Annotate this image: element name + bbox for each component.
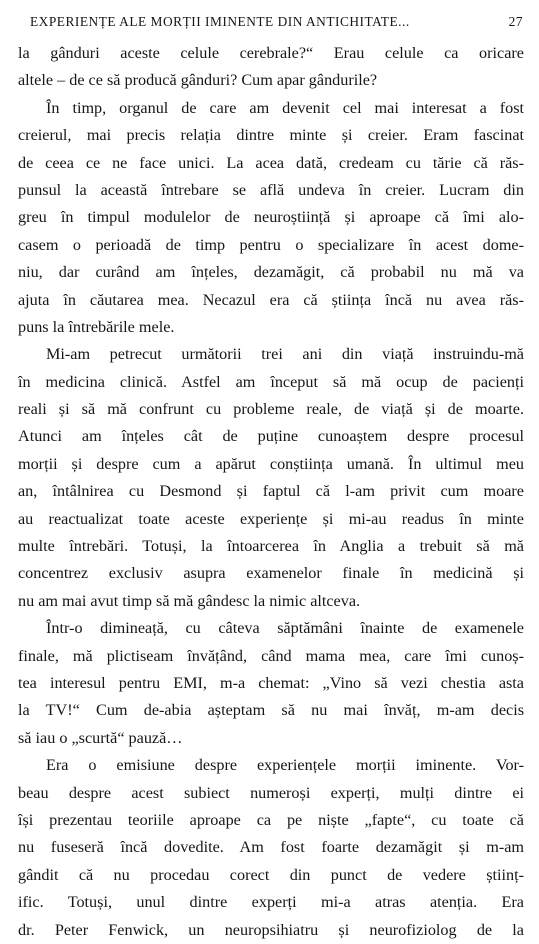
text-line: ajuta în căutarea mea. Necazul era că știința încă nu avea răs- bbox=[18, 290, 524, 309]
text-line: nu am mai avut timp să mă gândesc la nimic altceva. bbox=[18, 591, 361, 610]
page-number: 27 bbox=[508, 14, 523, 29]
text-line: la gânduri aceste celule cerebrale?“ Erau celule ca oricare bbox=[18, 44, 524, 62]
text-line: Atunci am înțeles cât de puține cunoaștem despre procesul bbox=[18, 427, 524, 446]
text-line: casem o perioadă de timp pentru o specializare în acest dome- bbox=[18, 235, 524, 254]
text-line: an, întâlnirea cu Desmond și faptul că l-am privit cum moare bbox=[18, 482, 524, 501]
text-line: își prezentau teoriile aproape ca pe niște „fapte“, cu toate că bbox=[18, 810, 524, 829]
text-line: de ceea ce ne face unici. La acea dată, credeam cu tărie că răs- bbox=[18, 153, 524, 172]
text-line: Într-o dimineață, cu câteva săptămâni înainte de examenele bbox=[46, 619, 524, 638]
text-line: să iau o „scurtă“ pauză… bbox=[18, 728, 183, 747]
text-line: dr. Peter Fenwick, un neuropsihiatru și neurofiziolog de la bbox=[18, 920, 524, 939]
text-line: Mi-am petrecut următorii trei ani din viață instruindu-mă bbox=[46, 345, 524, 364]
text-line: greu în timpul modulelor de neuroștiință și aproape că îmi alo- bbox=[18, 208, 524, 227]
text-line: morții și despre cum a apărut conștiința umană. În ultimul meu bbox=[18, 454, 524, 473]
text-line: tea interesul pentru EMI, m-a chemat: „Vino să vezi chestia asta bbox=[18, 673, 524, 692]
text-line: puns la întrebările mele. bbox=[18, 317, 175, 336]
text-line: în medicina clinică. Astfel am început să mă ocup de pacienți bbox=[18, 372, 524, 391]
running-header bbox=[30, 12, 523, 32]
text-line: multe întrebări. Totuși, la întoarcerea în Anglia a trebuit să mă bbox=[18, 537, 524, 556]
text-line: altele – de ce să producă gânduri? Cum apar gândurile? bbox=[18, 71, 378, 90]
text-line: finale, mă plictiseam învățând, când mama mea, care îmi cunoș- bbox=[18, 646, 524, 665]
text-line: reali și să mă confrunt cu probleme reale, de viață și de moarte. bbox=[18, 400, 524, 419]
text-line: beau despre acest subiect numeroși experți, mulți dintre ei bbox=[18, 783, 524, 802]
text-line: În timp, organul de care am devenit cel mai interesat a fost bbox=[46, 98, 524, 117]
text-line: nu fuseseră încă dovedite. Am fost foarte dezamăgit și m-am bbox=[18, 838, 524, 857]
text-line: Era o emisiune despre experiențele morții iminente. Vor- bbox=[46, 756, 524, 775]
text-line: ific. Totuși, unul dintre experți mi-a atras atenția. Era bbox=[18, 893, 524, 912]
text-line: au reactualizat toate aceste experiențe și mi-au readus în minte bbox=[18, 509, 524, 528]
body-text bbox=[18, 40, 524, 944]
text-line: la TV!“ Cum de-abia așteptam să nu mai învăț, m-am decis bbox=[18, 701, 524, 720]
text-line: punsul la această întrebare se află undeva în creier. Lucram din bbox=[18, 180, 524, 199]
text-line: creierul, mai precis relația dintre minte și creier. Eram fascinat bbox=[18, 126, 524, 145]
chapter-title: EXPERIENȚE ALE MORȚII IMINENTE DIN ANTICHITATE... bbox=[30, 14, 410, 29]
text-line: concentrez exclusiv asupra examenelor finale în medicină și bbox=[18, 564, 524, 583]
text-line: niu, dar curând am înțeles, dezamăgit, că probabil nu mă va bbox=[18, 263, 524, 282]
text-line: gândit că nu procedau corect din punct de vedere științ- bbox=[18, 865, 524, 884]
